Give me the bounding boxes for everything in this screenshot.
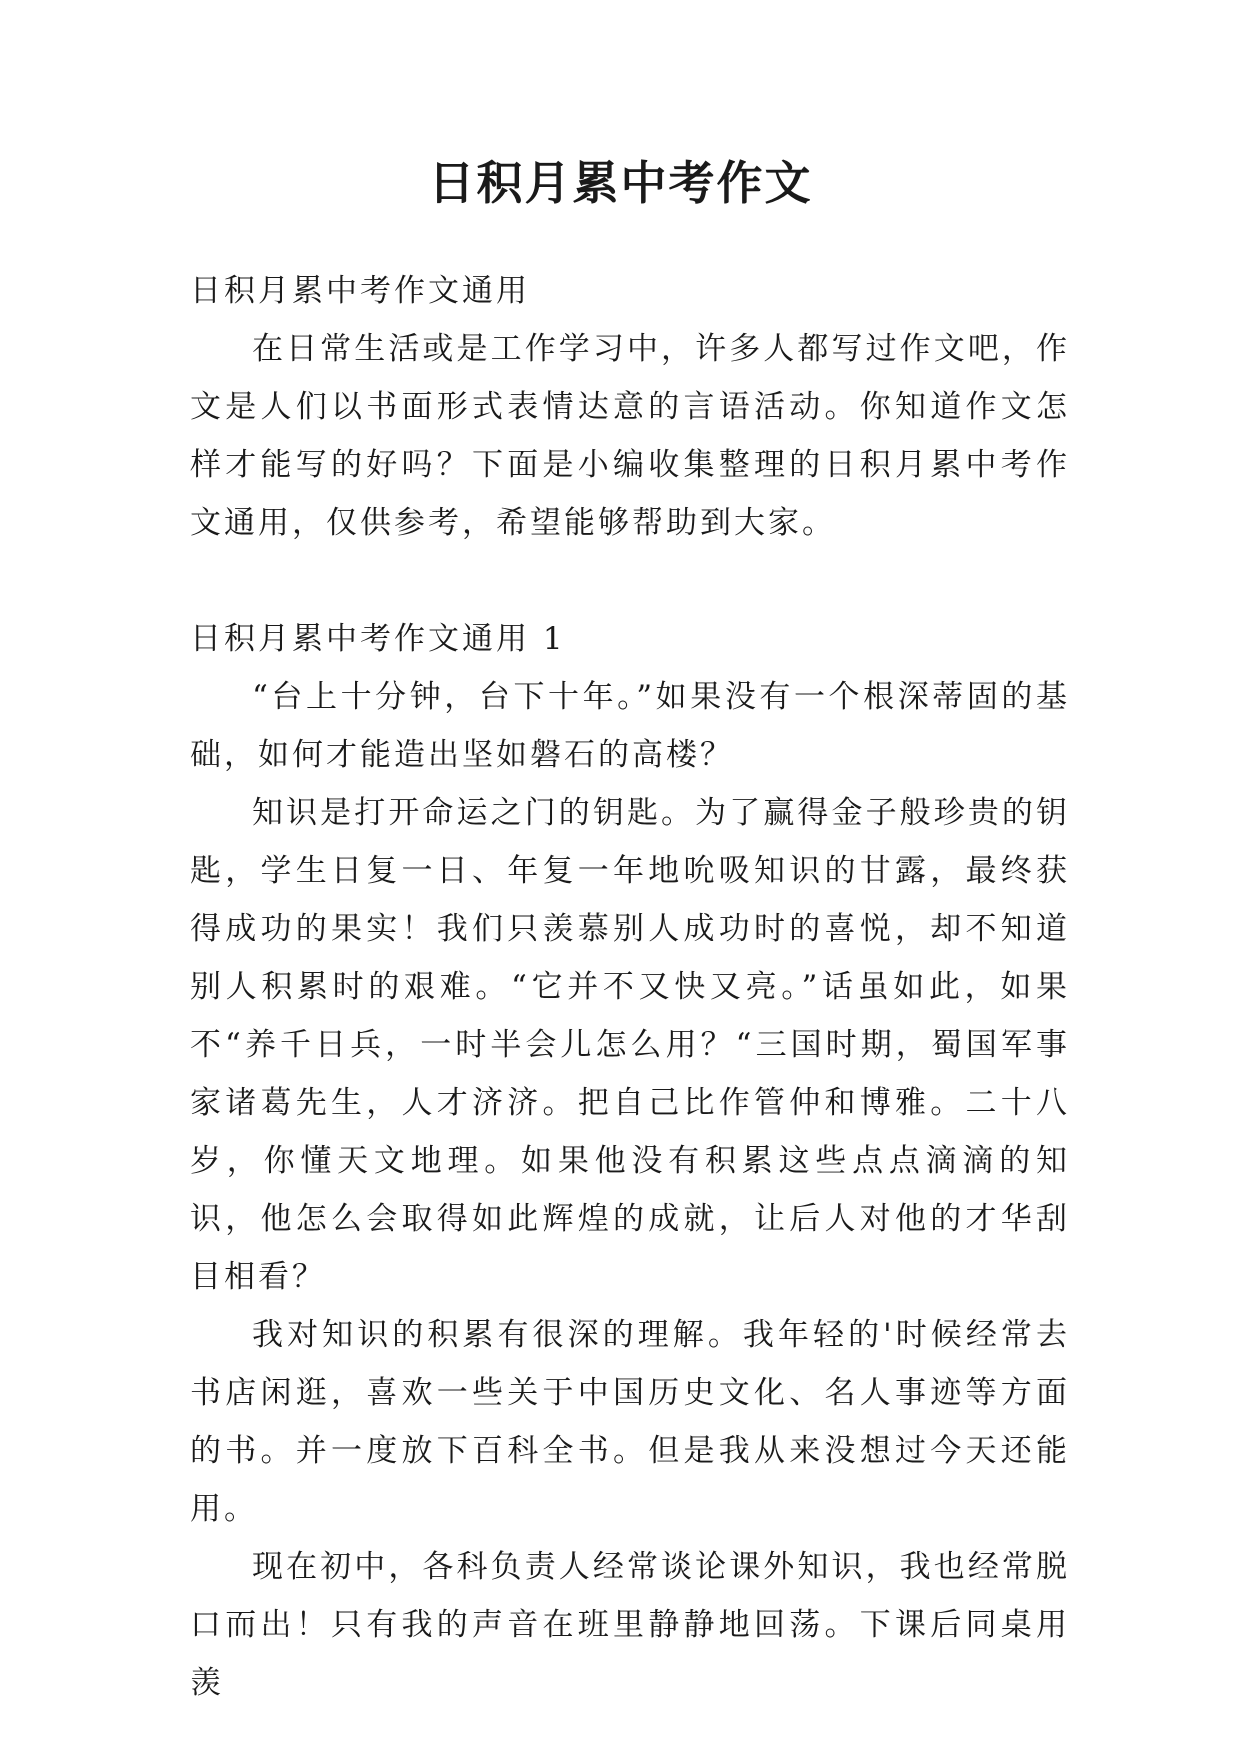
paragraph: “台上十分钟，台下十年。”如果没有一个根深蒂固的基础，如何才能造出坚如磐石的高楼？ xyxy=(190,679,1070,773)
intro-paragraph: 在日常生活或是工作学习中，许多人都写过作文吧，作文是人们以书面形式表情达意的言语活动。你知道作文怎样才能写的好吗？下面是小编收集整理的日积月累中考作文通用，仅供参考，希望能够帮助到大家。 xyxy=(190,331,1070,541)
paragraph: 现在初中，各科负责人经常谈论课外知识，我也经常脱口而出！只有我的声音在班里静静地回荡。下课后同桌用羡 xyxy=(190,1549,1070,1701)
section-1-heading: 日积月累中考作文通用 1 xyxy=(190,621,566,657)
document-title: 日积月累中考作文 xyxy=(428,156,813,210)
section-gap xyxy=(190,552,1070,610)
paragraph: 知识是打开命运之门的钥匙。为了赢得金子般珍贵的钥匙，学生日复一日、年复一年地吮吸知识的甘露，最终获得成功的果实！我们只羡慕别人成功时的喜悦，却不知道别人积累时的艰难。“它并不又快又亮。”话虽如此，如果不“养千日兵，一时半会儿怎么用？“三国时期，蜀国军事家诸葛先生，人才济济。把自己比作管仲和博雅。二十八岁，你懂天文地理。如果他没有积累这些点点滴滴的知识，他怎么会取得如此辉煌的成就，让后人对他的才华刮目相看？ xyxy=(190,795,1070,1295)
intro-heading: 日积月累中考作文通用 xyxy=(190,273,530,309)
paragraph: 我对知识的积累有很深的理解。我年轻的'时候经常去书店闲逛，喜欢一些关于中国历史文化、名人事迹等方面的书。并一度放下百科全书。但是我从来没想过今天还能用。 xyxy=(190,1317,1070,1527)
document-body xyxy=(190,262,1070,1712)
